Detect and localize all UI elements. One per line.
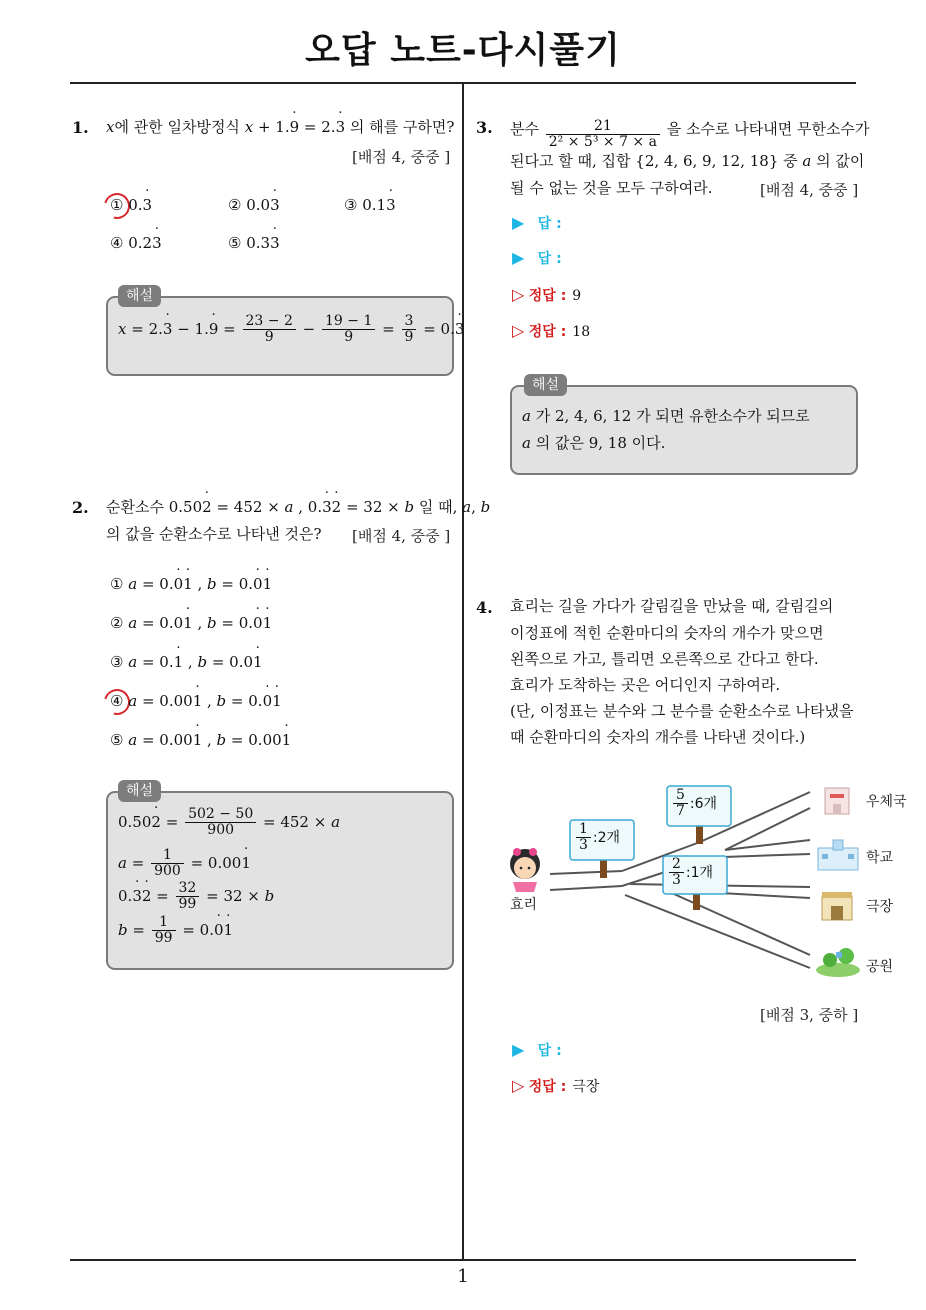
q1-solution: x = 2.3 ˙ − 1.9 ˙ = $\frac{23 - 2}{9}$ − $\frac{19 - 1}{9}$ = $\frac{3}{9}$ = 0.3 ˙ xyxy=(118,314,464,346)
q4-line-3: 왼쪽으로 가고, 틀리면 오른쪽으로 간다고 한다. xyxy=(510,650,819,668)
q1-solution-tag: 해설 xyxy=(118,285,161,307)
q2-solution-line-4: b = $\frac{1}{99}$ = 0.0 ˙1 ˙ xyxy=(118,915,233,947)
q3-solution-tag: 해설 xyxy=(524,374,567,396)
q2-solution-tag: 해설 xyxy=(118,780,161,802)
q1-choice-5[interactable]: ⑤ 0.33 ˙ xyxy=(228,234,280,252)
sign-3-text: $\frac{2}{3}$ :1개 xyxy=(667,857,713,889)
blue-triangle-icon: ▶ xyxy=(512,248,525,267)
red-triangle-outline-icon: ▷ xyxy=(512,285,525,304)
q2-solution-line-3: 0.3 ˙2 ˙ = $\frac{32}{99}$ = 32 × b xyxy=(118,881,274,913)
q3-solution-box xyxy=(510,385,858,475)
blue-triangle-icon: ▶ xyxy=(512,213,525,232)
q3-answer-1: ▶ 답 : xyxy=(512,213,562,232)
q4-line-2: 이정표에 적힌 순환마디의 숫자의 개수가 맞으면 xyxy=(510,624,824,642)
q1-choice-1[interactable]: ① 0.3 ˙ xyxy=(110,196,152,214)
q3-line1: 분수 $\frac{21}{\text{2² × 5³ × 7 × a}}$ 을 소수로 나타내면 무한소수가 xyxy=(510,117,870,150)
q4-line-4: 효리가 도착하는 곳은 어디인지 구하여라. xyxy=(510,676,781,694)
q2-line2: 의 값을 순환소수로 나타낸 것은? xyxy=(106,525,322,543)
q1-meta: [배점 4, 중중 ] xyxy=(352,148,451,166)
q2-solution-line-2: a = $\frac{1}{900}$ = 0.001 ˙ xyxy=(118,848,251,880)
q2-choice-3[interactable]: ③ a = 0.1 ˙ , b = 0.01 ˙ xyxy=(110,653,263,671)
q2-choice-2[interactable]: ② a = 0.01 ˙ , b = 0.0 ˙1 ˙ xyxy=(110,614,272,632)
q3-line3: 될 수 없는 것을 모두 구하여라. xyxy=(510,179,713,197)
sign-2-text: $\frac{5}{7}$ :6개 xyxy=(671,788,717,820)
q4-line-5: (단, 이정표는 분수와 그 분수를 순환소수로 나타냈을 xyxy=(510,702,854,720)
q2-line1: 순환소수 0.502 ˙ = 452 × a , 0.3 ˙2 ˙ = 32 × b 일 때, a, b xyxy=(106,494,490,521)
q3-solution-line-1: a 가 2, 4, 6, 12 가 되면 유한소수가 되므로 xyxy=(522,407,810,425)
q4-number: 4. xyxy=(476,598,493,617)
q4-line-1: 효리는 길을 가다가 갈림길을 만났을 때, 갈림길의 xyxy=(510,597,834,615)
girl-icon xyxy=(510,848,540,892)
q3-correct-1: ▷ 정답 : 9 xyxy=(512,285,582,304)
q3-solution-line-2: a 의 값은 9, 18 이다. xyxy=(522,434,666,452)
q4-correct: ▷ 정답 : 극장 xyxy=(512,1076,600,1095)
girl-label: 효리 xyxy=(510,897,538,913)
q4-line-6: 때 순환마디의 숫자의 개수를 나타낸 것이다.) xyxy=(510,728,806,746)
q2-choice-5[interactable]: ⑤ a = 0.001 ˙ , b = 0.001 ˙ xyxy=(110,731,291,749)
place-park: 공원 xyxy=(866,959,894,975)
column-divider xyxy=(462,83,464,1260)
sign-post xyxy=(696,824,703,844)
sign-post xyxy=(600,858,607,878)
q4-meta: [배점 3, 중하 ] xyxy=(760,1006,859,1024)
q4-answer: ▶ 답 : xyxy=(512,1040,562,1059)
q3-correct-2: ▷ 정답 : 18 xyxy=(512,321,591,340)
place-theater: 극장 xyxy=(866,899,894,915)
q3-number: 3. xyxy=(476,118,493,137)
q1-choice-4[interactable]: ④ 0.23 ˙ xyxy=(110,234,162,252)
page-number: 1 xyxy=(457,1266,469,1287)
red-triangle-outline-icon: ▷ xyxy=(512,321,525,340)
q3-line2: 된다고 할 때, 집합 {2, 4, 6, 9, 12, 18} 중 a 의 값이 xyxy=(510,152,865,170)
q1-number: 1. xyxy=(72,118,89,137)
q1-solution-box xyxy=(106,296,465,376)
q2-solution-box xyxy=(106,791,454,970)
q2-choice-1[interactable]: ① a = 0.0 ˙1 ˙ , b = 0.0 ˙1 ˙ xyxy=(110,575,272,593)
q1-text: x에 관한 일차방정식 x + 1.9 ˙ = 2.3 ˙ 의 해를 구하면? xyxy=(106,114,454,141)
blue-triangle-icon: ▶ xyxy=(512,1040,525,1059)
place-school: 학교 xyxy=(866,850,894,866)
q2-number: 2. xyxy=(72,498,89,517)
q2-solution-line-1: 0.502 ˙ = $\frac{502 - 50}{900}$ = 452 × a xyxy=(118,807,340,839)
q1-choice-3[interactable]: ③ 0.13 ˙ xyxy=(344,196,396,214)
q1-choice-2[interactable]: ② 0.03 ˙ xyxy=(228,196,280,214)
place-post-office: 우체국 xyxy=(866,794,907,810)
q2-choice-4[interactable]: ④ a = 0.001 ˙ , b = 0.0 ˙1 ˙ xyxy=(110,692,282,710)
page-title: 오답 노트-다시풀기 xyxy=(305,30,621,71)
bottom-rule xyxy=(70,1259,856,1261)
red-triangle-outline-icon: ▷ xyxy=(512,1076,525,1095)
q2-meta: [배점 4, 중중 ] xyxy=(352,527,451,545)
park-icon xyxy=(816,948,860,977)
sign-1-text: $\frac{1}{3}$ :2개 xyxy=(574,822,620,854)
school-icon xyxy=(818,840,858,870)
theater-icon xyxy=(822,892,852,920)
q3-answer-2: ▶ 답 : xyxy=(512,248,562,267)
q3-meta: [배점 4, 중중 ] xyxy=(760,181,859,199)
post-office-icon xyxy=(825,788,849,814)
